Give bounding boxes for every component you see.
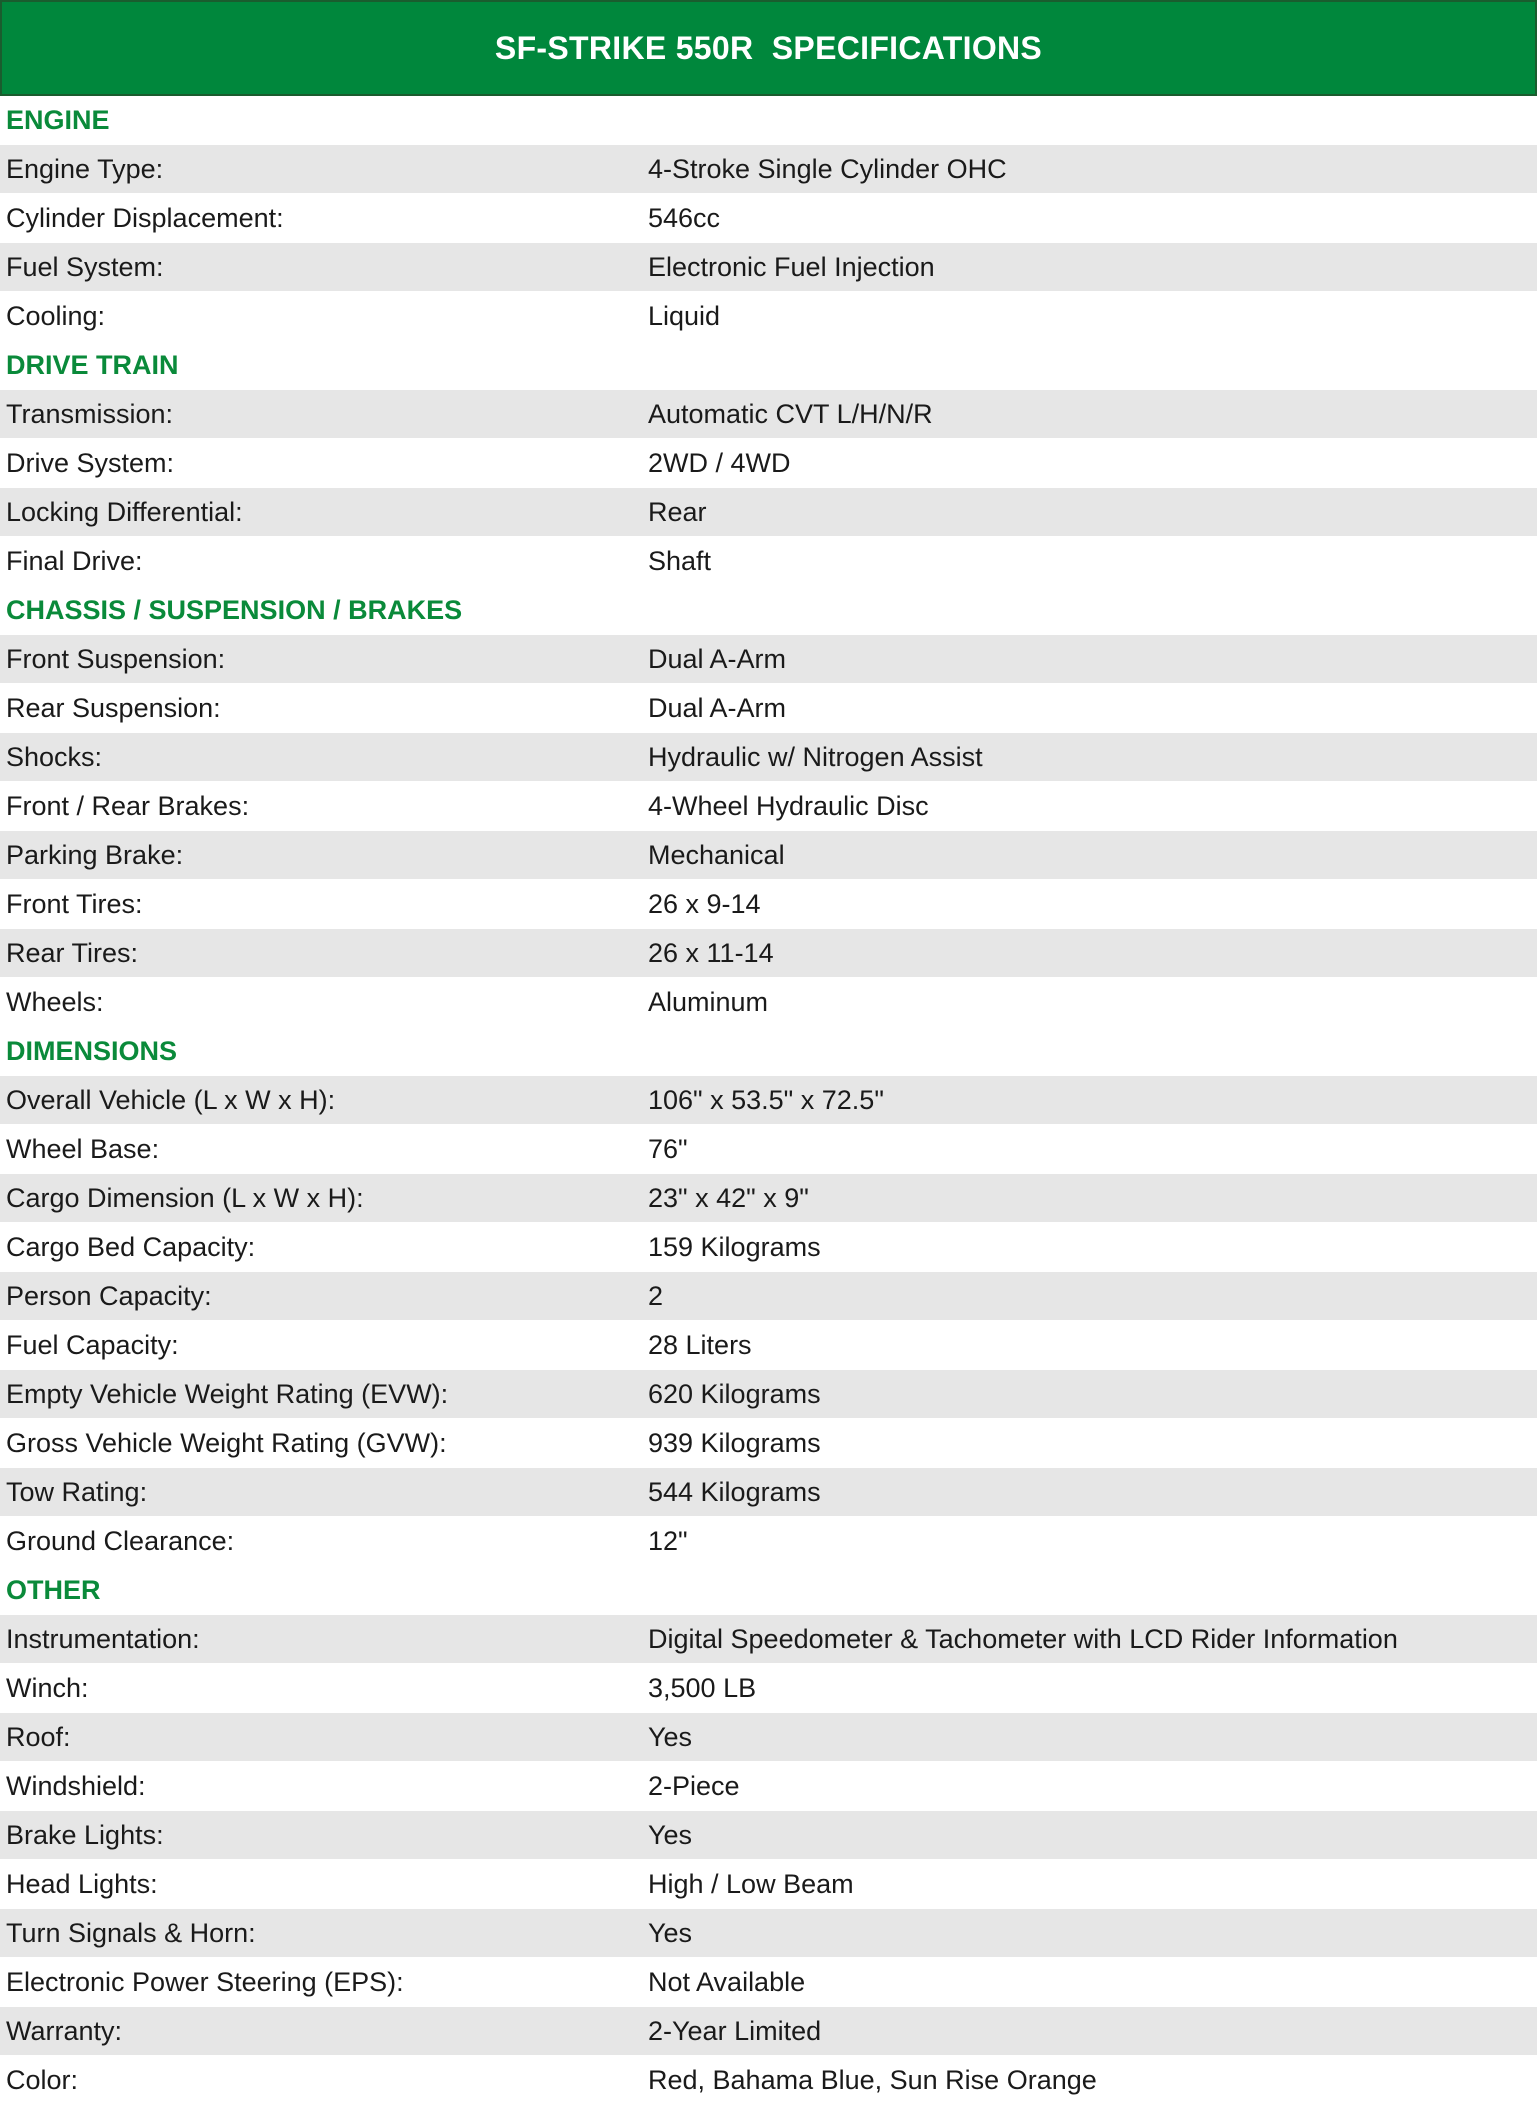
spec-label: Cooling:	[6, 300, 106, 331]
spec-label: Overall Vehicle (L x W x H):	[6, 1084, 336, 1115]
spec-row	[0, 1517, 1537, 1566]
spec-label: Wheels:	[6, 986, 104, 1017]
spec-value: Hydraulic w/ Nitrogen Assist	[648, 741, 983, 772]
spec-row	[0, 880, 1537, 929]
spec-value: 939 Kilograms	[648, 1427, 821, 1458]
spec-value: Yes	[648, 1917, 693, 1948]
spec-value: 26 x 9-14	[648, 888, 761, 919]
spec-label: Warranty:	[6, 2015, 123, 2046]
spec-value: 28 Liters	[648, 1329, 752, 1360]
spec-value: Automatic CVT L/H/N/R	[648, 398, 933, 429]
spec-value: Aluminum	[648, 986, 769, 1017]
spec-label: Wheel Base:	[6, 1133, 160, 1164]
spec-row	[0, 684, 1537, 733]
spec-label: Transmission:	[6, 398, 174, 429]
spec-value: 3,500 LB	[648, 1672, 757, 1703]
spec-value: 2-Piece	[648, 1770, 740, 1801]
spec-row	[0, 439, 1537, 488]
spec-label: Tow Rating:	[6, 1476, 148, 1507]
spec-value: Rear	[648, 496, 707, 527]
spec-row	[0, 1419, 1537, 1468]
spec-row	[0, 733, 1537, 782]
spec-label: Rear Tires:	[6, 937, 139, 968]
section-heading: OTHER	[0, 1566, 1537, 1615]
spec-row	[0, 243, 1537, 292]
section-heading: DIMENSIONS	[0, 1027, 1537, 1076]
spec-row	[0, 1811, 1537, 1860]
spec-value: Dual A-Arm	[648, 643, 787, 674]
spec-row	[0, 1762, 1537, 1811]
spec-row	[0, 635, 1537, 684]
spec-value: Digital Speedometer & Tachometer with LCD Rider Information	[648, 1623, 1398, 1654]
spec-row	[0, 488, 1537, 537]
spec-label: Turn Signals & Horn:	[6, 1917, 256, 1948]
spec-label: Empty Vehicle Weight Rating (EVW):	[6, 1378, 449, 1409]
spec-value: Mechanical	[648, 839, 785, 870]
spec-label: Final Drive:	[6, 545, 143, 576]
section-heading: ENGINE	[0, 96, 1537, 145]
spec-label: Head Lights:	[6, 1868, 158, 1899]
spec-label: Cargo Dimension (L x W x H):	[6, 1182, 364, 1213]
spec-label: Shocks:	[6, 741, 103, 772]
spec-row	[0, 782, 1537, 831]
spec-label: Front Tires:	[6, 888, 143, 919]
spec-label: Windshield:	[6, 1770, 146, 1801]
spec-row	[0, 978, 1537, 1027]
spec-label: Fuel System:	[6, 251, 164, 282]
spec-title: SF-STRIKE 550R SPECIFICATIONS	[0, 0, 1537, 96]
spec-table	[0, 96, 1537, 2105]
spec-label: Rear Suspension:	[6, 692, 221, 723]
spec-label: Brake Lights:	[6, 1819, 164, 1850]
spec-row	[0, 1860, 1537, 1909]
spec-row	[0, 2056, 1537, 2105]
spec-row	[0, 1958, 1537, 2007]
spec-value: 546cc	[648, 202, 721, 233]
spec-row	[0, 194, 1537, 243]
spec-row	[0, 1125, 1537, 1174]
section-heading: DRIVE TRAIN	[0, 341, 1537, 390]
spec-row	[0, 145, 1537, 194]
spec-row	[0, 1909, 1537, 1958]
spec-value: Yes	[648, 1819, 693, 1850]
spec-row	[0, 390, 1537, 439]
spec-row	[0, 1370, 1537, 1419]
spec-row	[0, 2007, 1537, 2056]
spec-value: 4-Wheel Hydraulic Disc	[648, 790, 929, 821]
spec-value: 620 Kilograms	[648, 1378, 821, 1409]
spec-row	[0, 1615, 1537, 1664]
spec-row	[0, 1223, 1537, 1272]
spec-value: Electronic Fuel Injection	[648, 251, 935, 282]
spec-value: Red, Bahama Blue, Sun Rise Orange	[648, 2064, 1097, 2095]
spec-value: 4-Stroke Single Cylinder OHC	[648, 153, 1007, 184]
spec-label: Winch:	[6, 1672, 89, 1703]
spec-row	[0, 292, 1537, 341]
spec-value: 12"	[648, 1525, 688, 1556]
spec-value: Shaft	[648, 545, 712, 576]
spec-row	[0, 831, 1537, 880]
spec-label: Front Suspension:	[6, 643, 226, 674]
spec-label: Gross Vehicle Weight Rating (GVW):	[6, 1427, 447, 1458]
spec-value: 544 Kilograms	[648, 1476, 821, 1507]
spec-value: 23" x 42" x 9"	[648, 1182, 809, 1213]
spec-value: 106" x 53.5" x 72.5"	[648, 1084, 884, 1115]
spec-label: Locking Differential:	[6, 496, 243, 527]
spec-label: Drive System:	[6, 447, 175, 478]
spec-label: Roof:	[6, 1721, 71, 1752]
spec-row	[0, 537, 1537, 586]
spec-label: Cargo Bed Capacity:	[6, 1231, 256, 1262]
spec-value: 2WD / 4WD	[648, 447, 791, 478]
spec-row	[0, 929, 1537, 978]
spec-row	[0, 1272, 1537, 1321]
spec-label: Front / Rear Brakes:	[6, 790, 250, 821]
spec-value: 159 Kilograms	[648, 1231, 821, 1262]
spec-value: Yes	[648, 1721, 693, 1752]
spec-label: Ground Clearance:	[6, 1525, 235, 1556]
spec-label: Engine Type:	[6, 153, 164, 184]
spec-row	[0, 1664, 1537, 1713]
spec-label: Instrumentation:	[6, 1623, 200, 1654]
spec-value: 2-Year Limited	[648, 2015, 822, 2046]
spec-row	[0, 1713, 1537, 1762]
spec-value: 2	[648, 1280, 664, 1311]
spec-value: High / Low Beam	[648, 1868, 854, 1899]
spec-label: Cylinder Displacement:	[6, 202, 284, 233]
spec-label: Fuel Capacity:	[6, 1329, 179, 1360]
spec-label: Color:	[6, 2064, 79, 2095]
spec-value: 26 x 11-14	[648, 937, 774, 968]
spec-value: 76"	[648, 1133, 688, 1164]
spec-value: Dual A-Arm	[648, 692, 787, 723]
section-heading: CHASSIS / SUSPENSION / BRAKES	[0, 586, 1537, 635]
spec-row	[0, 1174, 1537, 1223]
spec-label: Person Capacity:	[6, 1280, 212, 1311]
spec-label: Parking Brake:	[6, 839, 184, 870]
spec-row	[0, 1076, 1537, 1125]
spec-value: Not Available	[648, 1966, 806, 1997]
spec-row	[0, 1321, 1537, 1370]
spec-row	[0, 1468, 1537, 1517]
spec-value: Liquid	[648, 300, 721, 331]
spec-label: Electronic Power Steering (EPS):	[6, 1966, 404, 1997]
